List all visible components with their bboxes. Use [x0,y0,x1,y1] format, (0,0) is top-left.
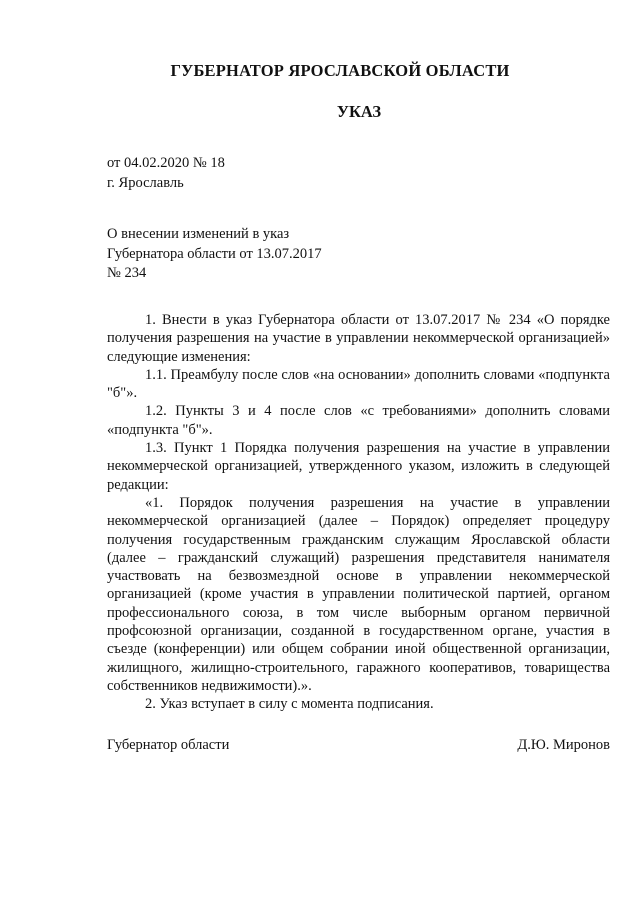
paragraph-2: 2. Указ вступает в силу с момента подписания. [145,696,434,713]
signatory-position: Губернатор области [107,737,230,753]
paragraph-1: 1. Внести в указ Губернатора области от 13.07.2017 № 234 «О порядке получения разрешения на участие в управлении некоммерческой организацией» следующие изменения: [107,312,610,365]
document-type: УКАЗ [336,102,382,121]
quoted-text: «1. Порядок получения разрешения на участие в управлении некоммерческой организацией (далее – Порядок) определяет процедуру получения государственным гражданским служащим Ярославской области (далее – гражданский служащий) разрешения представителя нанимателя участвовать на безвозмездной основе в управлении некоммерческой организацией (кроме участия в управлении политической партией, органом профессионального союза, в том числе выборным органом первичной профсоюзной организации, созданной в государственном органе, участия в съезде (конференции) или общем собрании иной общественной организации, жилищного, жилищно-строительного, гаражного кооперативов, товарищества собственников недвижимости).». [107,494,610,694]
subject-line: О внесении изменений в указ [107,226,290,242]
signature-block [107,737,610,754]
date-number: от 04.02.2020 № 18 [107,155,225,171]
signatory-name: Д.Ю. Миронов [517,737,610,753]
document-subject [107,225,322,284]
paragraph-1-3: 1.3. Пункт 1 Порядка получения разрешения на участие в управлении некоммерческой организацией, утвержденного указом, изложить в следующей редакции: [107,440,610,493]
city: г. Ярославль [107,175,184,191]
document-meta [107,153,225,193]
paragraph-1-1: 1.1. Преамбулу после слов «на основании» дополнить словами «подпункта "б"». [107,366,610,402]
subject-line: № 234 [107,265,147,281]
issuing-authority: ГУБЕРНАТОР ЯРОСЛАВСКОЙ ОБЛАСТИ [170,61,510,80]
document-body [107,311,610,714]
paragraph-1-2: 1.2. Пункты 3 и 4 после слов «с требованиями» дополнить словами «подпункта "б"». [107,403,610,438]
subject-line: Губернатора области от 13.07.2017 [107,245,322,262]
